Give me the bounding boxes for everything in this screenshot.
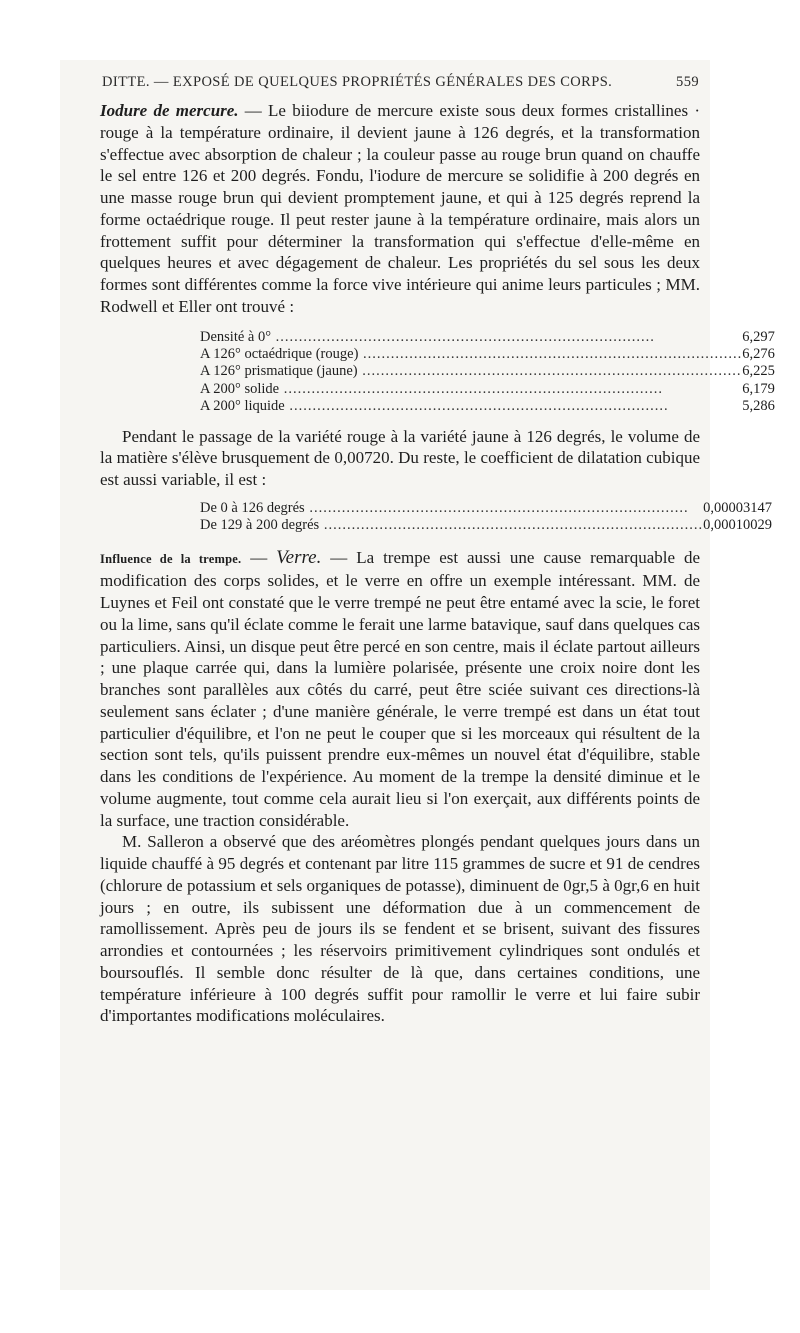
paragraph-trempe-text: — La trempe est aussi une cause remarquable de modification des corps solides, et le verre en offre un exemple intéressant. MM. de Luynes et Feil ont constaté que le verre trempé ne peut être entamé avec la scie, le foret ou la lime, sans qu'il éclate comme le ferait une larme batavique, sauf dans quelques cas particuliers. Ainsi, un disque peut être percé en son centre, mais il éclate partout ailleurs ; une plaque carrée qui, dans la lumière polarisée, présente une croix noire dont les branches sont parallèles aux côtés du carré, peut être sciée suivant ces directions-là seulement sans éclater ; d'une manière générale, le verre trempé est dans un état tout particulier d'équilibre, et l'on ne peut le couper que si les morceaux qui résultent de la section sont tels, qu'ils puissent prendre eux-mêmes un nouvel état d'équilibre, stable dans les conditions de l'expérience. Au moment de la trempe la densité diminue et le volume augmente, tout comme cela aurait lieu si l'on exerçait, aux différents points de la surface, une traction considérable.	[100, 547, 700, 830]
paragraph-trempe	[100, 547, 700, 832]
table-row	[200, 363, 775, 380]
body-text	[100, 100, 775, 1027]
density-label: A 126° octaédrique (rouge)	[200, 345, 359, 362]
density-table	[200, 329, 775, 416]
density-value: 5,286	[742, 398, 775, 415]
section-lead-trempe: Influence de la trempe.	[100, 551, 242, 566]
page-number: 559	[676, 74, 699, 90]
table-row	[200, 381, 775, 398]
density-value: 6,179	[742, 380, 775, 397]
paragraph-iodure	[100, 100, 700, 318]
paragraph-iodure-text: — Le biiodure de mercure existe sous deux formes cristallines · rouge à la température ordinaire, il devient jaune à 126 degrés, et la transformation s'effectue avec absorption de chaleur ; la couleur passe au rouge brun quand on chauffe le sel entre 126 et 200 degrés. Fondu, l'iodure de mercure se solidifie à 200 degrés en une masse rouge brun qui devient promptement jaune, et qui à 125 degrés reprend la forme octaédrique rouge. Il peut rester jaune à la température ordinaire, mais alors un frottement suffit pour déterminer la transformation qui s'effectue d'elle-même en quelques heures et avec dégagement de chaleur. Les propriétés du sel sous les deux formes sont différentes comme la force vive intérieure qui anime leurs particules ; MM. Rodwell et Eller ont trouvé :	[100, 101, 700, 316]
dilatation-value: 0,00010029	[703, 517, 772, 534]
table-row	[200, 398, 775, 415]
paragraph-passage: Pendant le passage de la variété rouge à la variété jaune à 126 degrés, le volume de la matière s'élève brusquement de 0,00720. Du reste, le coefficient de dilatation cubique est aussi variable, il est :	[100, 426, 700, 490]
dash: —	[241, 547, 277, 567]
density-label: A 200° liquide	[200, 398, 285, 415]
density-label: A 200° solide	[200, 380, 280, 397]
table-row	[200, 346, 775, 363]
table-row	[200, 500, 772, 517]
running-title: DITTE. — EXPOSÉ DE QUELQUES PROPRIÉTÉS GÉNÉRALES DES CORPS.	[102, 74, 613, 90]
density-label: Densité à 0°	[200, 328, 272, 345]
section-lead-iodure: Iodure de mercure.	[100, 101, 239, 120]
dilatation-label: De 129 à 200 degrés	[200, 517, 320, 534]
density-value: 6,225	[742, 363, 775, 380]
dilatation-table	[200, 500, 772, 535]
density-value: 6,297	[742, 328, 775, 345]
dilatation-label: De 0 à 126 degrés	[200, 499, 305, 516]
table-row	[200, 329, 775, 346]
book-page	[60, 60, 775, 1290]
paragraph-salleron: M. Salleron a observé que des aréomètres plongés pendant quelques jours dans un liquide chauffé à 95 degrés et contenant par litre 115 grammes de sucre et 91 de cendres (chlorure de potassium et sels organiques de potasse), diminuent de 0gr,5 à 0gr,6 en huit jours ; en outre, ils subissent une déformation due à un commencement de ramollissement. Après peu de jours ils se fendent et se brisent, suivant des fissures arrondies et contournées ; les réservoirs primitivement cylindriques sont ondulés et boursouflés. Il semble donc résulter de là que, dans certaines conditions, une température inférieure à 100 degrés suffit pour ramollir le verre et lui faire subir d'importantes modifications moléculaires.	[100, 832, 700, 1026]
density-value: 6,276	[742, 345, 775, 362]
density-label: A 126° prismatique (jaune)	[200, 363, 358, 380]
table-row	[200, 517, 772, 534]
subject-verre: Verre.	[276, 546, 322, 568]
dilatation-value: 0,00003147	[703, 499, 772, 516]
page-header	[60, 74, 710, 96]
